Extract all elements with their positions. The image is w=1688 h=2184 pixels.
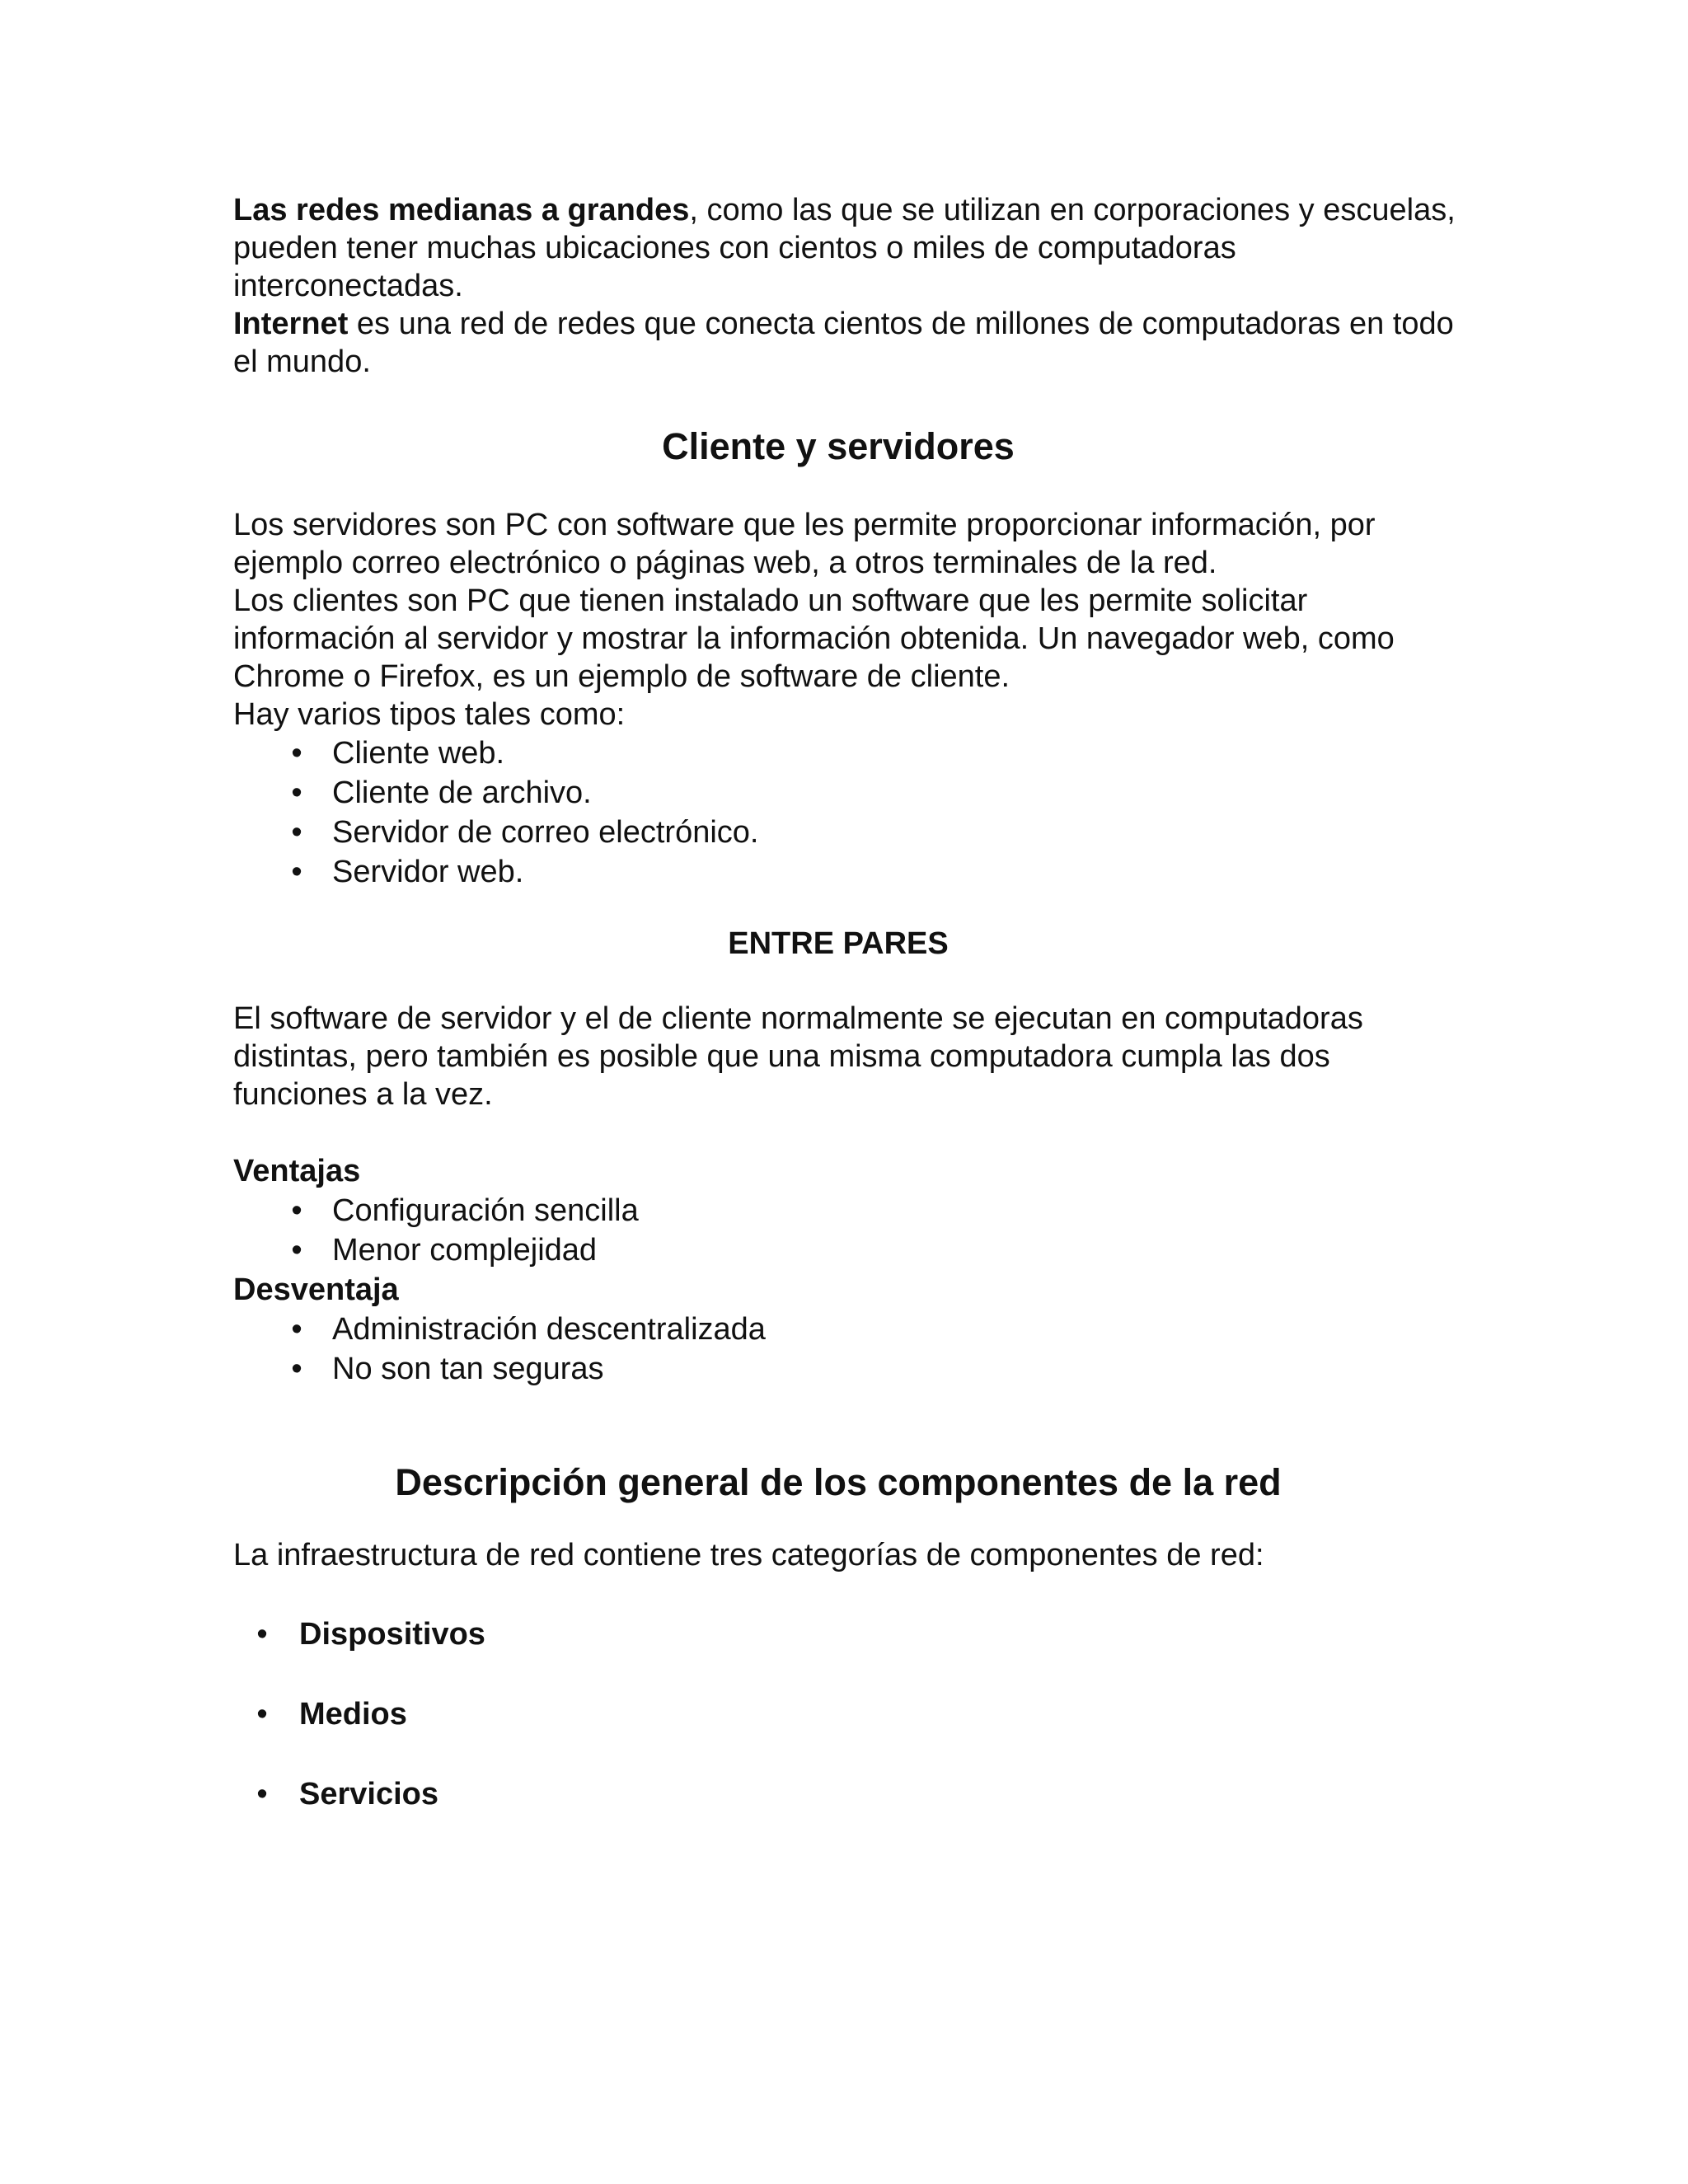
client-server-paragraph-3: Hay varios tipos tales como: xyxy=(233,697,626,732)
client-server-paragraph-2: Los clientes son PC que tienen instalado un software que les permite solicitar información al servidor y mostrar la información obtenida. Un navegador web, como Chrome o Firefox, es un ejemplo de software de cliente. xyxy=(233,583,1395,694)
intro-bold-term-2: Internet xyxy=(233,307,349,341)
intro-paragraph-2 xyxy=(233,305,1470,381)
bullet-icon: • xyxy=(291,1233,302,1268)
intro-paragraph-1 xyxy=(233,191,1470,305)
list-item: • Dispositivos xyxy=(233,1615,1470,1653)
document-content xyxy=(233,191,1470,1855)
list-item: • Administración descentralizada xyxy=(233,1310,1470,1349)
heading-client-server: Cliente y servidores xyxy=(662,425,1015,467)
disadvantages-list xyxy=(233,1310,1470,1389)
intro-text-2: es una red de redes que conecta cientos de millones de computadoras en todo el mundo. xyxy=(233,307,1454,379)
intro-bold-term-1: Las redes medianas a grandes xyxy=(233,193,690,227)
list-item: • Servidor web. xyxy=(233,852,1470,892)
client-server-paragraph-1: Los servidores son PC con software que les permite proporcionar información, por ejemplo correo electrónico o páginas web, a otros terminales de la red. xyxy=(233,508,1376,580)
list-item: • Servicios xyxy=(233,1775,1470,1813)
bullet-icon: • xyxy=(256,1697,268,1732)
list-item: • Medios xyxy=(233,1695,1470,1733)
bullet-icon: • xyxy=(256,1777,268,1811)
bullet-icon: • xyxy=(291,776,302,810)
client-server-types-list xyxy=(233,733,1470,892)
components-list xyxy=(233,1615,1470,1813)
bullet-icon: • xyxy=(291,1312,302,1347)
list-item: • Cliente de archivo. xyxy=(233,773,1470,813)
components-paragraph-1: La infraestructura de red contiene tres categorías de componentes de red: xyxy=(233,1538,1264,1572)
list-item: • No son tan seguras xyxy=(233,1349,1470,1389)
intro-text-1: , como las que se utilizan en corporaciones y escuelas, pueden tener muchas ubicaciones con cientos o miles de computadoras interconectadas. xyxy=(233,193,1456,303)
bullet-icon: • xyxy=(291,1352,302,1386)
disadvantages-label: Desventaja xyxy=(233,1272,399,1307)
list-item: • Menor complejidad xyxy=(233,1230,1470,1270)
bullet-icon: • xyxy=(291,815,302,850)
bullet-icon: • xyxy=(291,736,302,771)
bullet-icon: • xyxy=(256,1617,268,1652)
list-item: • Cliente web. xyxy=(233,733,1470,773)
p2p-paragraph-1: El software de servidor y el de cliente normalmente se ejecutan en computadoras distintas, pero también es posible que una misma computadora cumpla las dos funciones a la vez. xyxy=(233,1001,1363,1112)
bullet-icon: • xyxy=(291,1193,302,1228)
advantages-list xyxy=(233,1191,1470,1270)
bullet-icon: • xyxy=(291,855,302,889)
heading-network-components: Descripción general de los componentes de la red xyxy=(395,1461,1282,1503)
list-item: • Configuración sencilla xyxy=(233,1191,1470,1230)
list-item: • Servidor de correo electrónico. xyxy=(233,813,1470,852)
heading-p2p: ENTRE PARES xyxy=(728,926,949,961)
advantages-label: Ventajas xyxy=(233,1154,361,1188)
